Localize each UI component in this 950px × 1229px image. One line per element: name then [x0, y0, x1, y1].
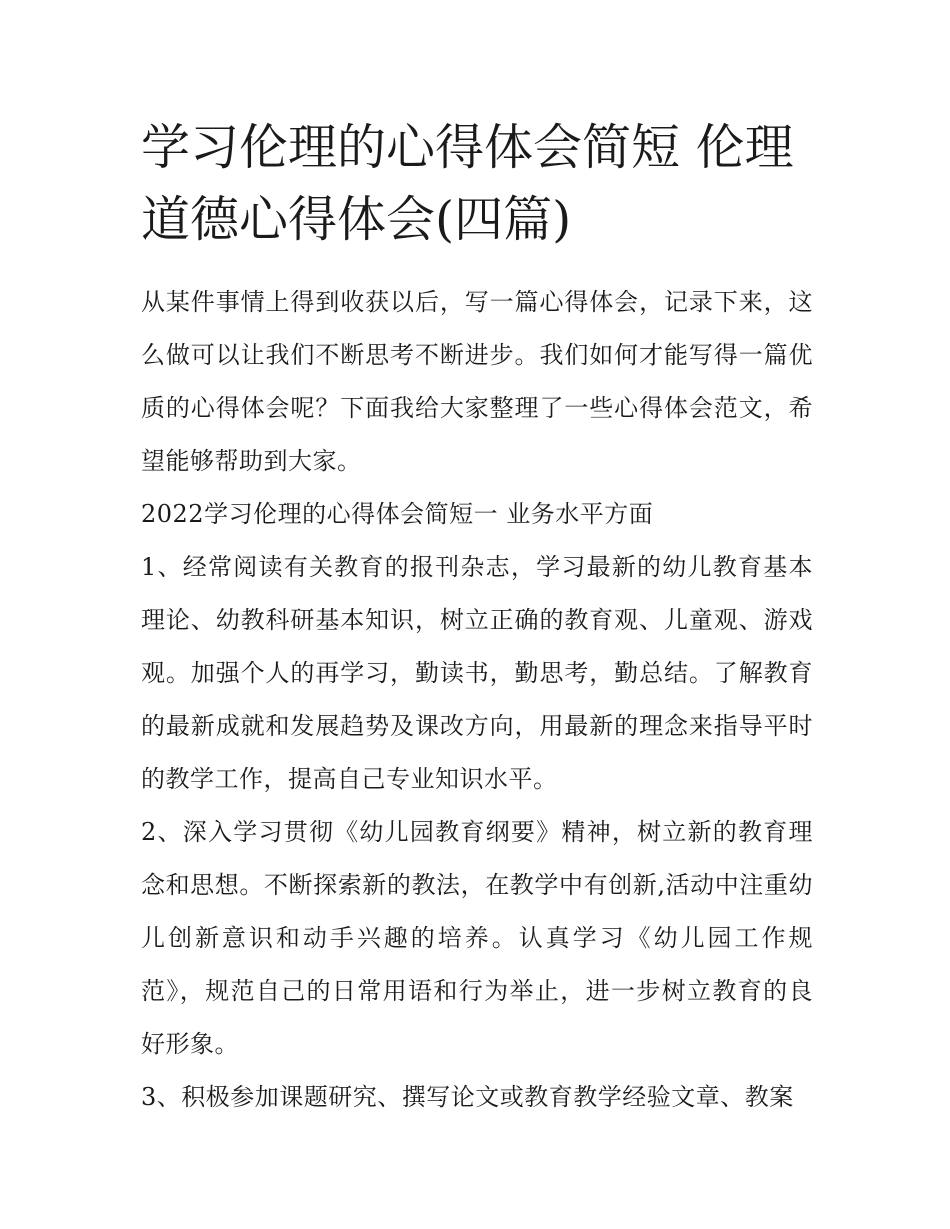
intro-paragraph: 从某件事情上得到收获以后，写一篇心得体会，记录下来，这么做可以让我们不断思考不断进步。我们如何才能写得一篇优质的心得体会呢？下面我给大家整理了一些心得体会范文，希望能够帮助到大家。: [141, 288, 813, 475]
paragraph-item-2: 2、深入学习贯彻《幼儿园教育纲要》精神，树立新的教育理念和思想。不断探索新的教法，在教学中有创新,活动中注重幼儿创新意识和动手兴趣的培养。认真学习《幼儿园工作规范》，规范自己的日常用语和行为举止，进一步树立教育的良好形象。: [141, 818, 813, 1058]
document-title: 学习伦理的心得体会简短 伦理道德心得体会(四篇): [141, 119, 794, 248]
paragraph-item-3: 3、积极参加课题研究、撰写论文或教育教学经验文章、教案: [141, 1083, 794, 1111]
paragraph-item-1: 1、经常阅读有关教育的报刊杂志，学习最新的幼儿教育基本理论、幼教科研基本知识，树立正确的教育观、儿童观、游戏观。加强个人的再学习，勤读书，勤思考，勤总结。了解教育的最新成就和发展趋势及课改方向，用最新的理念来指导平时的教学工作，提高自己专业知识水平。: [141, 553, 813, 793]
section-heading: 2022学习伦理的心得体会简短一 业务水平方面: [141, 500, 654, 528]
document-body: [141, 112, 813, 1124]
